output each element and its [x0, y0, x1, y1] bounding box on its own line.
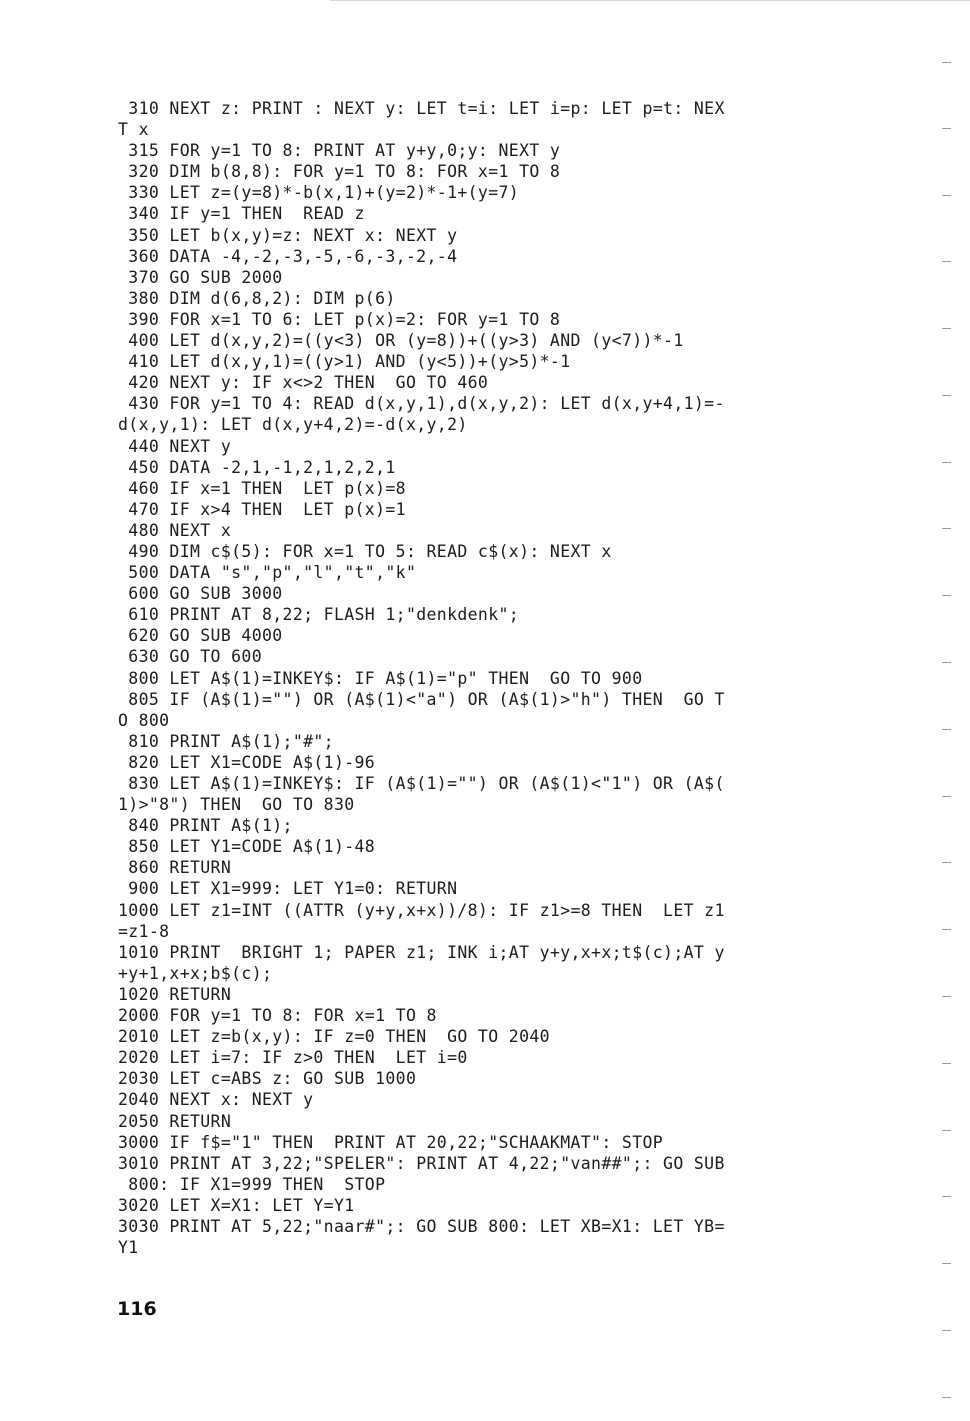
code-line: 850 LET Y1=CODE A$(1)-48 — [118, 837, 376, 857]
code-line: 630 GO TO 600 — [118, 647, 262, 667]
code-line: 440 NEXT y — [118, 436, 232, 456]
code-line: 1)>"8") THEN GO TO 830 — [118, 795, 355, 815]
margin-tick — [942, 1130, 951, 1131]
code-line: 340 IF y=1 THEN READ z — [118, 204, 365, 224]
code-line: 500 DATA "s","p","l","t","k" — [118, 563, 417, 583]
page-number: 116 — [117, 1298, 157, 1320]
code-line: +y+1,x+x;b$(c); — [118, 963, 273, 983]
margin-tick — [942, 395, 951, 396]
code-line: 330 LET z=(y=8)*-b(x,1)+(y=2)*-1+(y=7) — [118, 183, 520, 203]
code-line: 490 DIM c$(5): FOR x=1 TO 5: READ c$(x): NEXT x — [118, 541, 612, 561]
margin-tick — [942, 1063, 951, 1064]
code-line: 840 PRINT A$(1); — [118, 816, 293, 836]
code-line: 1000 LET z1=INT ((ATTR (y+y,x+x))/8): IF z1>=8 THEN LET z1 — [118, 900, 725, 920]
code-line: 600 GO SUB 3000 — [118, 584, 283, 604]
code-line: 380 DIM d(6,8,2): DIM p(6) — [118, 288, 396, 308]
code-line: 420 NEXT y: IF x<>2 THEN GO TO 460 — [118, 373, 489, 393]
code-line: 460 IF x=1 THEN LET p(x)=8 — [118, 478, 406, 498]
margin-tick — [942, 261, 951, 262]
code-line: 470 IF x>4 THEN LET p(x)=1 — [118, 499, 406, 519]
code-line: 610 PRINT AT 8,22; FLASH 1;"denkdenk"; — [118, 605, 520, 625]
code-line: 810 PRINT A$(1);"#"; — [118, 731, 334, 751]
code-line: 310 NEXT z: PRINT : NEXT y: LET t=i: LET i=p: LET p=t: NEX — [118, 99, 725, 118]
margin-tick — [942, 462, 951, 463]
code-line: 2030 LET c=ABS z: GO SUB 1000 — [118, 1069, 417, 1089]
margin-tick — [942, 862, 951, 863]
margin-tick — [942, 62, 951, 63]
code-line: 820 LET X1=CODE A$(1)-96 — [118, 752, 376, 772]
code-line: 430 FOR y=1 TO 4: READ d(x,y,1),d(x,y,2): LET d(x,y+4,1)=- — [118, 394, 725, 414]
code-line: 800: IF X1=999 THEN STOP — [118, 1174, 386, 1194]
code-line: 480 NEXT x — [118, 520, 232, 540]
code-line: 1020 RETURN — [118, 984, 232, 1004]
code-line: 320 DIM b(8,8): FOR y=1 TO 8: FOR x=1 TO 8 — [118, 162, 561, 182]
margin-tick — [942, 796, 951, 797]
code-line: 400 LET d(x,y,2)=((y<3) OR (y=8))+((y>3) AND (y<7))*-1 — [118, 331, 684, 351]
margin-tick — [942, 1263, 951, 1264]
margin-tick — [942, 328, 951, 329]
margin-tick — [942, 128, 951, 129]
code-line: 2020 LET i=7: IF z>0 THEN LET i=0 — [118, 1048, 468, 1068]
code-line: 315 FOR y=1 TO 8: PRINT AT y+y,0;y: NEXT y — [118, 141, 561, 161]
code-line: 3020 LET X=X1: LET Y=Y1 — [118, 1195, 355, 1215]
code-line: 390 FOR x=1 TO 6: LET p(x)=2: FOR y=1 TO 8 — [118, 309, 561, 329]
margin-tick — [942, 662, 951, 663]
margin-tick — [942, 195, 951, 196]
basic-program-listing — [118, 98, 878, 1258]
margin-tick — [942, 528, 951, 529]
code-line: 360 DATA -4,-2,-3,-5,-6,-3,-2,-4 — [118, 246, 458, 266]
margin-tick — [942, 729, 951, 730]
code-line: 830 LET A$(1)=INKEY$: IF (A$(1)="") OR (A$(1)<"1") OR (A$( — [118, 774, 725, 793]
code-line: 3030 PRINT AT 5,22;"naar#";: GO SUB 800: LET XB=X1: LET YB= — [118, 1216, 725, 1236]
code-line: T x — [118, 120, 149, 140]
code-line: 900 LET X1=999: LET Y1=0: RETURN — [118, 879, 458, 899]
code-line: 2050 RETURN — [118, 1111, 232, 1131]
code-line: 1010 PRINT BRIGHT 1; PAPER z1; INK i;AT y+y,x+x;t$(c);AT y — [118, 942, 725, 962]
code-line: 370 GO SUB 2000 — [118, 267, 283, 287]
margin-tick — [942, 996, 951, 997]
margin-tick — [942, 929, 951, 930]
code-line: 350 LET b(x,y)=z: NEXT x: NEXT y — [118, 225, 458, 245]
code-line: 860 RETURN — [118, 858, 232, 878]
code-line: 3000 IF f$="1" THEN PRINT AT 20,22;"SCHAAKMAT": STOP — [118, 1132, 664, 1152]
code-line: O 800 — [118, 710, 170, 730]
code-line: 2010 LET z=b(x,y): IF z=0 THEN GO TO 2040 — [118, 1027, 550, 1047]
code-line: 3010 PRINT AT 3,22;"SPELER": PRINT AT 4,22;"van##";: GO SUB — [118, 1153, 725, 1173]
margin-tick — [942, 1196, 951, 1197]
margin-tick — [942, 595, 951, 596]
code-line: 2040 NEXT x: NEXT y — [118, 1090, 314, 1110]
code-line: 2000 FOR y=1 TO 8: FOR x=1 TO 8 — [118, 1006, 437, 1026]
margin-tick — [942, 1330, 951, 1331]
code-line: 800 LET A$(1)=INKEY$: IF A$(1)="p" THEN GO TO 900 — [118, 668, 643, 688]
code-line: 410 LET d(x,y,1)=((y>1) AND (y<5))+(y>5)*-1 — [118, 352, 571, 372]
code-line: =z1-8 — [118, 921, 170, 941]
code-line: 620 GO SUB 4000 — [118, 626, 283, 646]
code-line: d(x,y,1): LET d(x,y+4,2)=-d(x,y,2) — [118, 415, 468, 435]
margin-tick — [942, 1397, 951, 1398]
code-line: 805 IF (A$(1)="") OR (A$(1)<"a") OR (A$(1)>"h") THEN GO T — [118, 689, 725, 709]
code-line: 450 DATA -2,1,-1,2,1,2,2,1 — [118, 457, 396, 477]
code-line: Y1 — [118, 1238, 139, 1258]
top-scan-edge — [330, 0, 970, 1]
